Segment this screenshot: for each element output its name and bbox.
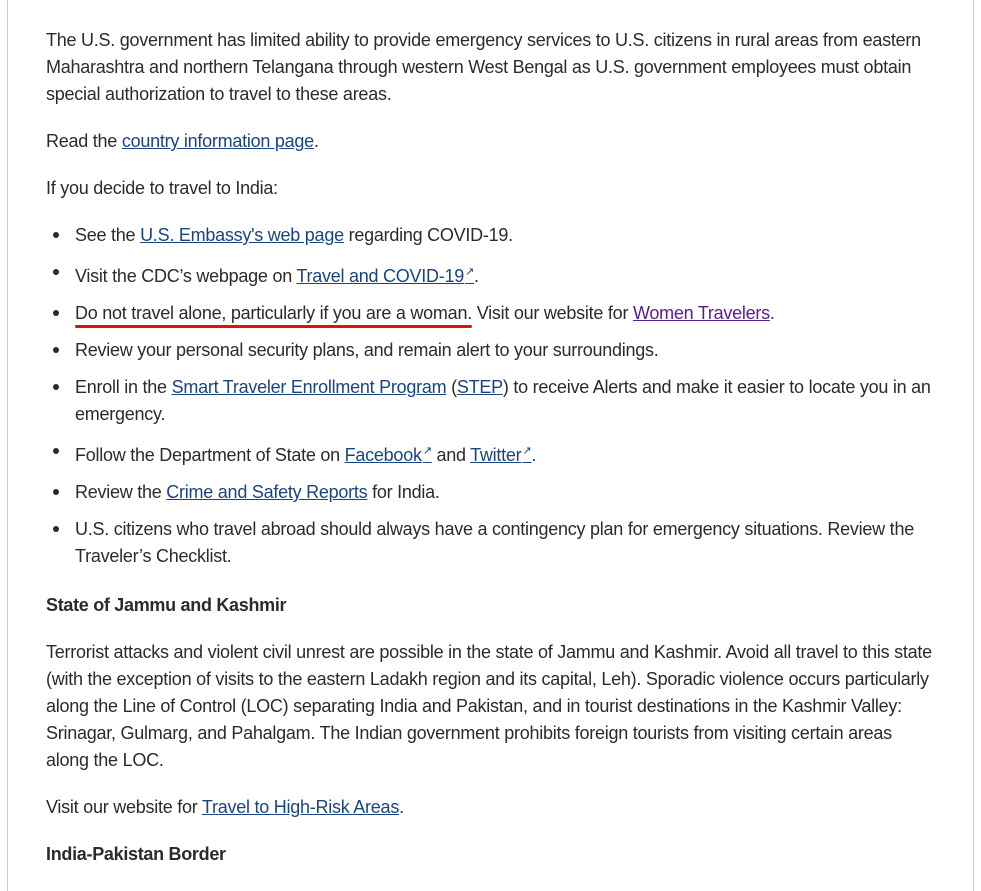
jammu-kashmir-heading: State of Jammu and Kashmir (46, 595, 287, 615)
list-item: Do not travel alone, particularly if you are a woman. Visit our website for Women Travelers. (0, 300, 936, 327)
facebook-link[interactable]: Facebook↗ (344, 445, 432, 465)
crime-safety-reports-link[interactable]: Crime and Safety Reports (166, 482, 368, 502)
women-travelers-link[interactable]: Women Travelers (632, 303, 770, 323)
country-information-link[interactable]: country information page (121, 131, 314, 151)
list-item: Enroll in the Smart Traveler Enrollment Program (STEP) to receive Alerts and make it easier to locate you in an emergency. (0, 374, 936, 428)
list-item: Review the Crime and Safety Reports for India. (0, 479, 936, 506)
smart-traveler-program-link[interactable]: Smart Traveler Enrollment Program (171, 377, 447, 397)
external-link-icon: ↗ (465, 266, 475, 278)
cdc-travel-covid-link[interactable]: Travel and COVID-19↗ (296, 266, 475, 286)
india-pakistan-border-heading: India-Pakistan Border (46, 844, 226, 864)
twitter-link[interactable]: Twitter↗ (470, 445, 532, 465)
step-link[interactable]: STEP (456, 377, 503, 397)
list-item: U.S. citizens who travel abroad should always have a contingency plan for emergency situations. Review the Traveler’s Checklist. (0, 516, 936, 570)
high-risk-line: Visit our website for Travel to High-Risk Areas. (46, 797, 404, 817)
red-underline-annotation (75, 325, 472, 328)
list-item: Visit the CDC’s webpage on Travel and COVID-19↗. (0, 259, 936, 290)
external-link-icon: ↗ (522, 445, 532, 457)
jammu-kashmir-paragraph: Terrorist attacks and violent civil unrest are possible in the state of Jammu and Kashmir. Avoid all travel to this state (with the exception of visits to the eastern Ladakh region and its capital, Leh). Sporadic violence occurs particularly along the Line of Control (LOC) separating India and Pakistan, and in tourist destinations in the Kashmir Valley: Srinagar, Gulmarg, and Pahalgam. The Indian government prohibits foreign tourists from visiting certain areas along the LOC. (46, 642, 932, 770)
advice-list (0, 222, 936, 580)
decide-line: If you decide to travel to India: (46, 178, 278, 198)
list-item: See the U.S. Embassy's web page regarding COVID-19. (0, 222, 936, 249)
high-risk-areas-link[interactable]: Travel to High-Risk Areas (201, 797, 400, 817)
read-country-info: Read the country information page. (46, 131, 319, 151)
external-link-icon: ↗ (422, 445, 432, 457)
list-item: Review your personal security plans, and remain alert to your surroundings. (0, 337, 936, 364)
intro-paragraph: The U.S. government has limited ability to provide emergency services to U.S. citizens in rural areas from eastern Maharashtra and northern Telangana through western West Bengal as U.S. government employees must obtain special authorization to travel to these areas. (46, 30, 921, 104)
list-item: Follow the Department of State on Facebook↗ and Twitter↗. (0, 438, 936, 469)
highlighted-warning: Do not travel alone, particularly if you are a woman. (75, 303, 472, 323)
embassy-web-page-link[interactable]: U.S. Embassy's web page (140, 225, 344, 245)
